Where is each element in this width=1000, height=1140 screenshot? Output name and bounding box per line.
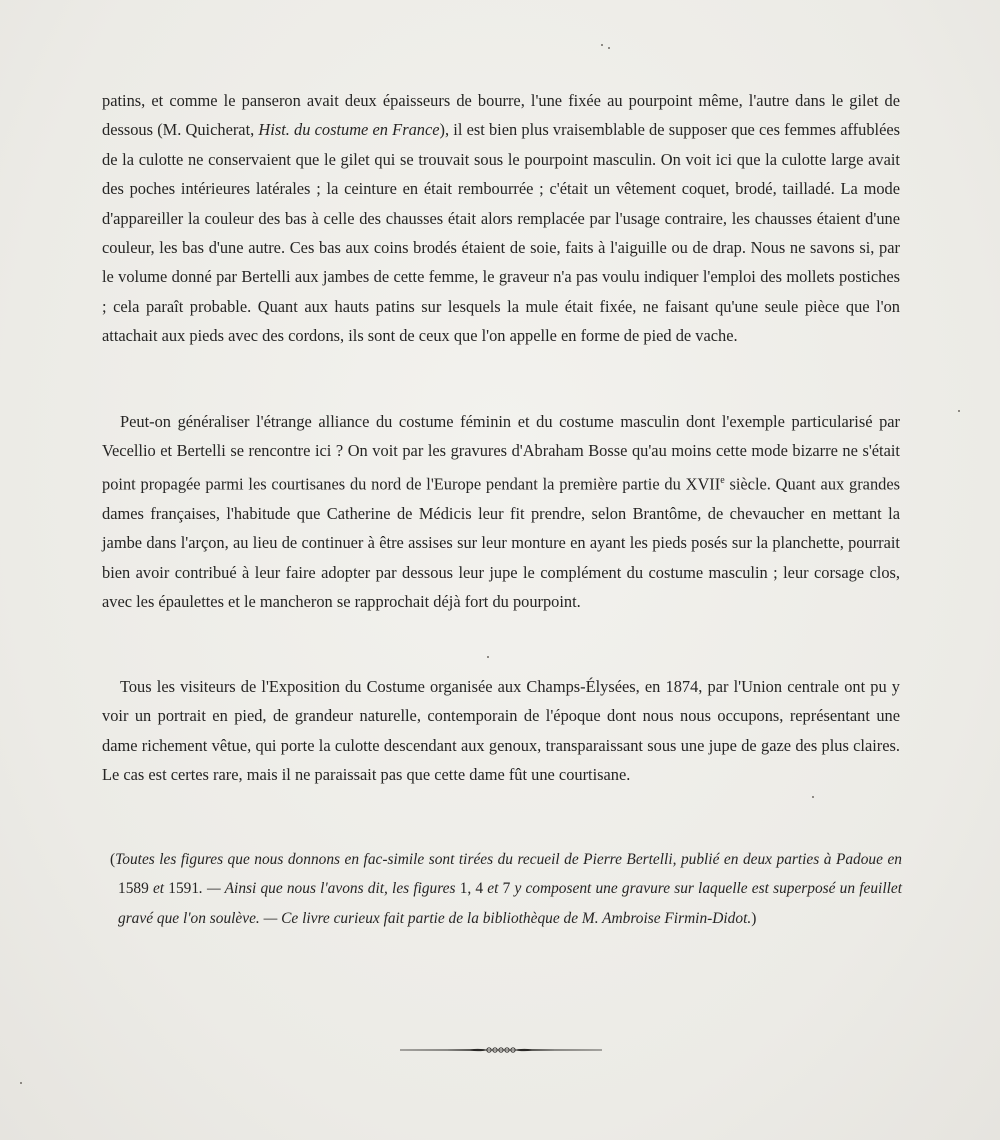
note-open-paren: ( bbox=[110, 851, 116, 868]
paper-speck bbox=[487, 656, 489, 658]
paragraph-1-text-a: patins, et comme le panseron avait deux épaisseurs de bourre, l'une fixée au pourpoint même, l'autre dans le gilet de dessous (M. Quicherat, bbox=[102, 91, 900, 140]
paragraph-1-text-b: ), il est bien plus vraisemblable de supposer que ces femmes affublées de la culotte ne conservaient que le gilet qui se trouvait sous le pourpoint masculin. On voit ici que la culotte large avait des poches intérieures latérales ; la ceinture en était rembourrée ; c'était un vêtement coquet, brodé, tailladé. La mode d'appareiller la couleur des bas à celle des chausses était alors remplacée par l'usage contraire, les chausses étaient d'une couleur, les bas d'une autre. Ces bas aux coins brodés étaient de soie, faits à l'aiguille ou de drap. Nous ne savons si, par le volume donné par Bertelli aux jambes de cette femme, le graveur n'a pas voulu indiquer l'emploi des mollets postiches ; cela paraît probable. Quant aux hauts patins sur lesquels la mule était fixée, ne faisant qu'une seule pièce que l'on attachait aux pieds avec des cordons, ils sont de ceux que l'on appelle en forme de pied de vache. bbox=[102, 120, 900, 346]
paper-speck bbox=[601, 44, 603, 46]
note-text-b: et bbox=[148, 880, 169, 898]
note-text-e: y composent une gravure sur laquelle est superposé un feuillet gravé que l'on soulève. — Ce livre curieux fait partie de la bibliothèque de M. Ambroise Firmin-Didot. bbox=[118, 880, 902, 927]
paper-speck bbox=[958, 410, 960, 412]
note-figures-a: 1, 4 bbox=[459, 880, 484, 898]
paragraph-2 bbox=[102, 407, 900, 616]
note-text-c: . — Ainsi que nous l'avons dit, les figures bbox=[199, 880, 460, 898]
note-text-a: Toutes les figures que nous donnons en fac-simile sont tirées du recueil de Pierre Bertelli, publié en deux parties à Padoue en bbox=[115, 851, 902, 868]
note-year-1: 1589 bbox=[118, 880, 149, 898]
paragraph-1 bbox=[102, 86, 900, 351]
century-superscript: e bbox=[720, 474, 725, 486]
note-text-d: et bbox=[483, 880, 503, 898]
note-figures-b: 7 bbox=[502, 880, 511, 898]
paper-speck bbox=[812, 796, 814, 798]
paragraph-2-text-a: Peut-on généraliser l'étrange alliance du costume féminin et du costume masculin dont l'exemple particularisé par Vecellio et Bertelli se rencontre ici ? On voit par les gravures d'Abraham Bosse qu'au moins cette mode bizarre ne s'était point propagée parmi les courtisanes du nord de l'Europe pendant la première partie du XVII bbox=[102, 412, 900, 494]
paragraph-3-text: Tous les visiteurs de l'Exposition du Costume organisée aux Champs-Élysées, en 1874, par l'Union centrale ont pu y voir un portrait en pied, de grandeur naturelle, contemporain de l'époque dont nous nous occupons, représentant une dame richement vêtue, qui porte la culotte descendant aux genoux, transparaissant sous une jupe de gaze des plus claires. Le cas est certes rare, mais il ne paraissait pas que cette dame fût une courtisane. bbox=[102, 677, 900, 785]
paragraph-2-text-b: siècle. Quant aux grandes dames françaises, l'habitude que Catherine de Médicis leur fit prendre, selon Brantôme, de chevaucher en mettant la jambe dans l'arçon, au lieu de continuer à être assises sur leur monture en ayant les pieds posés sur la planchette, pourrait bien avoir contribué à leur faire adopter par dessous leur jupe le complément du costume masculin ; leur corsage clos, avec les épaulettes et le mancheron se rapprochait déjà fort du pourpoint. bbox=[102, 474, 900, 611]
paper-speck bbox=[608, 47, 610, 49]
paper-speck bbox=[20, 1082, 22, 1084]
book-title: Hist. du costume en France bbox=[258, 120, 440, 140]
tailpiece-ornament bbox=[400, 1042, 602, 1058]
note-year-2: 1591 bbox=[168, 880, 200, 898]
paragraph-3 bbox=[102, 672, 900, 790]
note-close-paren: ) bbox=[751, 909, 757, 927]
figure-source-note bbox=[102, 845, 902, 933]
